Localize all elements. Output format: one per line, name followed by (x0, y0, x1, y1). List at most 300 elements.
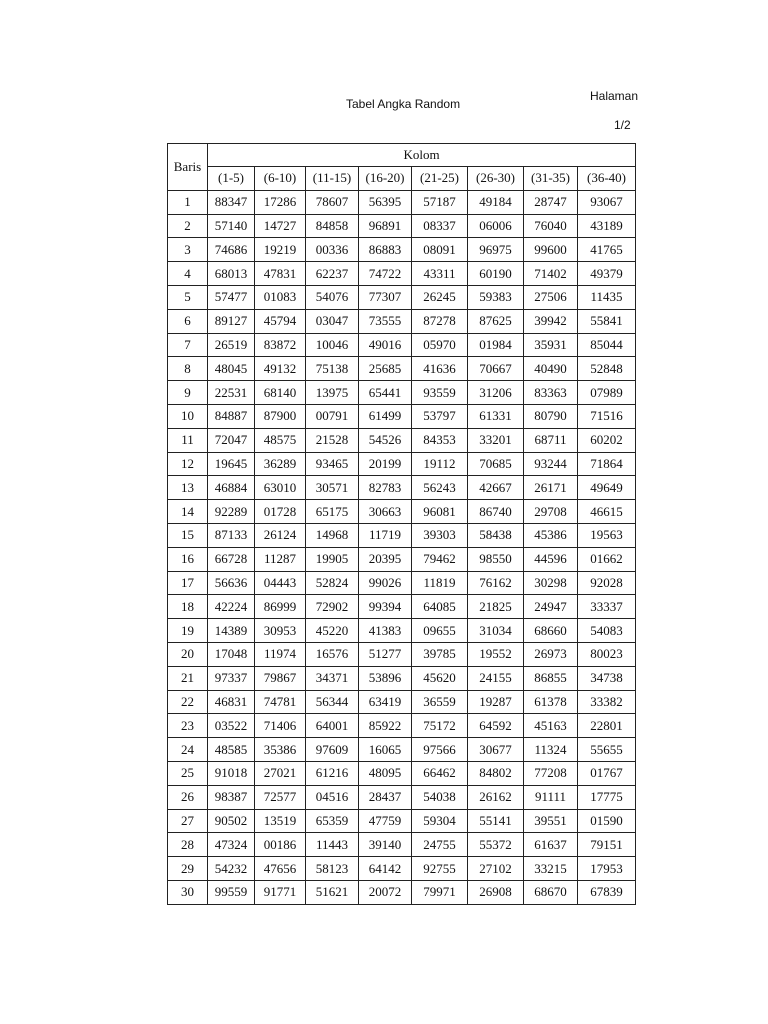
table-cell: 56636 (208, 571, 255, 595)
row-number-cell: 24 (168, 738, 208, 762)
table-cell: 60190 (468, 262, 524, 286)
table-cell: 34371 (306, 666, 359, 690)
table-cell: 17048 (208, 642, 255, 666)
table-cell: 33215 (524, 857, 578, 881)
table-cell: 79867 (255, 666, 306, 690)
table-cell: 26245 (412, 285, 468, 309)
table-row (168, 738, 636, 762)
table-cell: 27102 (468, 857, 524, 881)
table-cell: 61378 (524, 690, 578, 714)
table-cell: 58438 (468, 523, 524, 547)
table-cell: 41765 (578, 238, 636, 262)
table-cell: 04516 (306, 785, 359, 809)
row-number-cell: 23 (168, 714, 208, 738)
table-cell: 20199 (359, 452, 412, 476)
table-cell: 43189 (578, 214, 636, 238)
table-cell: 74686 (208, 238, 255, 262)
table-cell: 73555 (359, 309, 412, 333)
row-header-baris: Baris (168, 144, 208, 191)
table-row (168, 452, 636, 476)
table-cell: 55372 (468, 833, 524, 857)
table-cell: 64142 (359, 857, 412, 881)
table-cell: 68013 (208, 262, 255, 286)
table-row (168, 666, 636, 690)
table-row (168, 285, 636, 309)
table-cell: 41636 (412, 357, 468, 381)
row-number-cell: 1 (168, 190, 208, 214)
table-cell: 14389 (208, 619, 255, 643)
table-cell: 99600 (524, 238, 578, 262)
table-cell: 31034 (468, 619, 524, 643)
table-cell: 51621 (306, 880, 359, 904)
table-cell: 87133 (208, 523, 255, 547)
table-cell: 87278 (412, 309, 468, 333)
table-cell: 93067 (578, 190, 636, 214)
table-cell: 19905 (306, 547, 359, 571)
table-cell: 99559 (208, 880, 255, 904)
table-cell: 26908 (468, 880, 524, 904)
table-cell: 03047 (306, 309, 359, 333)
table-cell: 97566 (412, 738, 468, 762)
table-cell: 87900 (255, 404, 306, 428)
row-number-cell: 2 (168, 214, 208, 238)
table-cell: 30663 (359, 500, 412, 524)
table-cell: 57477 (208, 285, 255, 309)
table-cell: 47656 (255, 857, 306, 881)
table-cell: 30677 (468, 738, 524, 762)
table-cell: 60202 (578, 428, 636, 452)
table-cell: 98387 (208, 785, 255, 809)
row-number-cell: 28 (168, 833, 208, 857)
table-cell: 41383 (359, 619, 412, 643)
row-number-cell: 13 (168, 476, 208, 500)
table-cell: 42667 (468, 476, 524, 500)
column-header: (31-35) (524, 167, 578, 191)
table-cell: 39551 (524, 809, 578, 833)
table-cell: 39303 (412, 523, 468, 547)
table-cell: 72902 (306, 595, 359, 619)
table-cell: 36289 (255, 452, 306, 476)
table-cell: 49132 (255, 357, 306, 381)
row-number-cell: 11 (168, 428, 208, 452)
table-cell: 30571 (306, 476, 359, 500)
row-number-cell: 12 (168, 452, 208, 476)
column-header: (36-40) (578, 167, 636, 191)
table-cell: 30298 (524, 571, 578, 595)
column-header: (21-25) (412, 167, 468, 191)
table-cell: 79462 (412, 547, 468, 571)
table-cell: 74781 (255, 690, 306, 714)
table-cell: 66728 (208, 547, 255, 571)
table-cell: 14968 (306, 523, 359, 547)
table-row (168, 809, 636, 833)
row-number-cell: 17 (168, 571, 208, 595)
table-cell: 96081 (412, 500, 468, 524)
table-row (168, 190, 636, 214)
column-header: (1-5) (208, 167, 255, 191)
table-row (168, 262, 636, 286)
group-header-kolom: Kolom (208, 144, 636, 167)
table-row (168, 714, 636, 738)
row-number-cell: 8 (168, 357, 208, 381)
table-cell: 26519 (208, 333, 255, 357)
table-cell: 56243 (412, 476, 468, 500)
table-cell: 05970 (412, 333, 468, 357)
table-row (168, 381, 636, 405)
table-cell: 19563 (578, 523, 636, 547)
table-cell: 54083 (578, 619, 636, 643)
table-cell: 82783 (359, 476, 412, 500)
table-cell: 92755 (412, 857, 468, 881)
table-cell: 54076 (306, 285, 359, 309)
row-number-cell: 4 (168, 262, 208, 286)
table-cell: 35931 (524, 333, 578, 357)
row-number-cell: 6 (168, 309, 208, 333)
table-cell: 13975 (306, 381, 359, 405)
row-number-cell: 21 (168, 666, 208, 690)
table-cell: 33337 (578, 595, 636, 619)
row-number-cell: 18 (168, 595, 208, 619)
table-cell: 11974 (255, 642, 306, 666)
table-row (168, 238, 636, 262)
table-cell: 86740 (468, 500, 524, 524)
table-cell: 10046 (306, 333, 359, 357)
table-cell: 78607 (306, 190, 359, 214)
table-cell: 19112 (412, 452, 468, 476)
table-row (168, 428, 636, 452)
table-cell: 91018 (208, 761, 255, 785)
table-row (168, 547, 636, 571)
table-cell: 85044 (578, 333, 636, 357)
table-cell: 46615 (578, 500, 636, 524)
row-number-cell: 29 (168, 857, 208, 881)
table-cell: 59383 (468, 285, 524, 309)
table-cell: 35386 (255, 738, 306, 762)
table-cell: 24155 (468, 666, 524, 690)
table-cell: 77208 (524, 761, 578, 785)
table-cell: 72047 (208, 428, 255, 452)
table-cell: 48045 (208, 357, 255, 381)
table-cell: 53797 (412, 404, 468, 428)
table-cell: 93559 (412, 381, 468, 405)
table-row (168, 690, 636, 714)
table-cell: 56395 (359, 190, 412, 214)
document-title: Tabel Angka Random (346, 97, 461, 111)
row-number-cell: 3 (168, 238, 208, 262)
table-cell: 84887 (208, 404, 255, 428)
table-cell: 59304 (412, 809, 468, 833)
table-cell: 64001 (306, 714, 359, 738)
table-cell: 26162 (468, 785, 524, 809)
table-cell: 53896 (359, 666, 412, 690)
table-cell: 00186 (255, 833, 306, 857)
table-cell: 46831 (208, 690, 255, 714)
table-cell: 55841 (578, 309, 636, 333)
page-number: 1/2 (614, 118, 631, 132)
table-cell: 25685 (359, 357, 412, 381)
table-cell: 36559 (412, 690, 468, 714)
table-cell: 62237 (306, 262, 359, 286)
table-cell: 99394 (359, 595, 412, 619)
table-cell: 79151 (578, 833, 636, 857)
table-cell: 64085 (412, 595, 468, 619)
table-cell: 19645 (208, 452, 255, 476)
table-cell: 24755 (412, 833, 468, 857)
table-row (168, 309, 636, 333)
table-row (168, 595, 636, 619)
table-cell: 24947 (524, 595, 578, 619)
table-cell: 65359 (306, 809, 359, 833)
table-cell: 65175 (306, 500, 359, 524)
column-header: (11-15) (306, 167, 359, 191)
table-cell: 92289 (208, 500, 255, 524)
table-cell: 68711 (524, 428, 578, 452)
row-number-cell: 20 (168, 642, 208, 666)
table-cell: 86855 (524, 666, 578, 690)
table-cell: 71864 (578, 452, 636, 476)
row-number-cell: 14 (168, 500, 208, 524)
table-cell: 76162 (468, 571, 524, 595)
table-cell: 93244 (524, 452, 578, 476)
table-cell: 45220 (306, 619, 359, 643)
table-cell: 71516 (578, 404, 636, 428)
table-cell: 39942 (524, 309, 578, 333)
table-cell: 71402 (524, 262, 578, 286)
table-cell: 11719 (359, 523, 412, 547)
table-cell: 75172 (412, 714, 468, 738)
random-number-table (167, 143, 636, 905)
table-cell: 40490 (524, 357, 578, 381)
table-cell: 55655 (578, 738, 636, 762)
table-cell: 33382 (578, 690, 636, 714)
table-cell: 11287 (255, 547, 306, 571)
row-number-cell: 25 (168, 761, 208, 785)
table-cell: 30953 (255, 619, 306, 643)
table-body (168, 190, 636, 904)
table-cell: 48575 (255, 428, 306, 452)
table-cell: 61637 (524, 833, 578, 857)
row-number-cell: 16 (168, 547, 208, 571)
table-cell: 44596 (524, 547, 578, 571)
table-cell: 28437 (359, 785, 412, 809)
table-row (168, 214, 636, 238)
table-cell: 11819 (412, 571, 468, 595)
row-number-cell: 22 (168, 690, 208, 714)
table-cell: 63419 (359, 690, 412, 714)
table-row (168, 880, 636, 904)
table-cell: 47759 (359, 809, 412, 833)
table-cell: 19552 (468, 642, 524, 666)
table-cell: 68660 (524, 619, 578, 643)
table-cell: 00791 (306, 404, 359, 428)
row-number-cell: 26 (168, 785, 208, 809)
table-cell: 54232 (208, 857, 255, 881)
table-cell: 99026 (359, 571, 412, 595)
table-cell: 72577 (255, 785, 306, 809)
table-cell: 57187 (412, 190, 468, 214)
table-row (168, 619, 636, 643)
table-cell: 89127 (208, 309, 255, 333)
row-number-cell: 19 (168, 619, 208, 643)
table-cell: 43311 (412, 262, 468, 286)
table-cell: 01662 (578, 547, 636, 571)
table-cell: 97337 (208, 666, 255, 690)
table-cell: 84353 (412, 428, 468, 452)
table-cell: 47831 (255, 262, 306, 286)
table-cell: 16065 (359, 738, 412, 762)
table-cell: 45794 (255, 309, 306, 333)
column-header: (6-10) (255, 167, 306, 191)
table-cell: 76040 (524, 214, 578, 238)
table-cell: 20395 (359, 547, 412, 571)
table-cell: 42224 (208, 595, 255, 619)
table-cell: 01083 (255, 285, 306, 309)
table-cell: 31206 (468, 381, 524, 405)
table-row (168, 357, 636, 381)
table-header (168, 144, 636, 191)
table-cell: 27021 (255, 761, 306, 785)
row-number-cell: 10 (168, 404, 208, 428)
table-cell: 61499 (359, 404, 412, 428)
table-cell: 19219 (255, 238, 306, 262)
table-cell: 61331 (468, 404, 524, 428)
table-cell: 96975 (468, 238, 524, 262)
table-cell: 68670 (524, 880, 578, 904)
table-cell: 91111 (524, 785, 578, 809)
table-cell: 47324 (208, 833, 255, 857)
table-cell: 57140 (208, 214, 255, 238)
table-cell: 86883 (359, 238, 412, 262)
table-cell: 49184 (468, 190, 524, 214)
table-cell: 26171 (524, 476, 578, 500)
table-cell: 48095 (359, 761, 412, 785)
table-cell: 86999 (255, 595, 306, 619)
table-cell: 64592 (468, 714, 524, 738)
table-cell: 06006 (468, 214, 524, 238)
table-cell: 91771 (255, 880, 306, 904)
table-cell: 79971 (412, 880, 468, 904)
table-cell: 58123 (306, 857, 359, 881)
table-cell: 80023 (578, 642, 636, 666)
table-cell: 96891 (359, 214, 412, 238)
table-cell: 45163 (524, 714, 578, 738)
table-cell: 14727 (255, 214, 306, 238)
row-number-cell: 5 (168, 285, 208, 309)
table-row (168, 404, 636, 428)
table-cell: 88347 (208, 190, 255, 214)
table-row (168, 785, 636, 809)
table-cell: 39140 (359, 833, 412, 857)
table-row (168, 523, 636, 547)
table-cell: 01767 (578, 761, 636, 785)
table-cell: 01590 (578, 809, 636, 833)
table-cell: 16576 (306, 642, 359, 666)
table-cell: 51277 (359, 642, 412, 666)
table-cell: 17953 (578, 857, 636, 881)
table-cell: 11443 (306, 833, 359, 857)
table-cell: 49649 (578, 476, 636, 500)
page-label: Halaman (590, 89, 639, 103)
table-row (168, 476, 636, 500)
table-cell: 39785 (412, 642, 468, 666)
table-cell: 19287 (468, 690, 524, 714)
table-cell: 17286 (255, 190, 306, 214)
table-cell: 66462 (412, 761, 468, 785)
table-row (168, 761, 636, 785)
table-cell: 52824 (306, 571, 359, 595)
table-cell: 48585 (208, 738, 255, 762)
table-cell: 67839 (578, 880, 636, 904)
table-cell: 34738 (578, 666, 636, 690)
table-cell: 65441 (359, 381, 412, 405)
table-cell: 17775 (578, 785, 636, 809)
table-cell: 49379 (578, 262, 636, 286)
table-row (168, 333, 636, 357)
table-cell: 97609 (306, 738, 359, 762)
table-cell: 04443 (255, 571, 306, 595)
table-cell: 20072 (359, 880, 412, 904)
table-cell: 33201 (468, 428, 524, 452)
table-cell: 77307 (359, 285, 412, 309)
table-cell: 84802 (468, 761, 524, 785)
table-cell: 11324 (524, 738, 578, 762)
table-cell: 75138 (306, 357, 359, 381)
row-number-cell: 15 (168, 523, 208, 547)
table-cell: 26124 (255, 523, 306, 547)
table-row (168, 857, 636, 881)
table-cell: 28747 (524, 190, 578, 214)
table-cell: 00336 (306, 238, 359, 262)
table-cell: 01728 (255, 500, 306, 524)
table-cell: 22531 (208, 381, 255, 405)
table-cell: 92028 (578, 571, 636, 595)
column-header: (16-20) (359, 167, 412, 191)
table-cell: 45620 (412, 666, 468, 690)
table-cell: 80790 (524, 404, 578, 428)
table-cell: 21825 (468, 595, 524, 619)
table-cell: 09655 (412, 619, 468, 643)
table-cell: 83363 (524, 381, 578, 405)
table-cell: 54038 (412, 785, 468, 809)
table-cell: 13519 (255, 809, 306, 833)
table-cell: 03522 (208, 714, 255, 738)
table-row (168, 642, 636, 666)
table-cell: 70685 (468, 452, 524, 476)
row-number-cell: 7 (168, 333, 208, 357)
table-row (168, 833, 636, 857)
table-cell: 08337 (412, 214, 468, 238)
table-cell: 46884 (208, 476, 255, 500)
table-cell: 90502 (208, 809, 255, 833)
table-cell: 27506 (524, 285, 578, 309)
table-cell: 68140 (255, 381, 306, 405)
table-cell: 01984 (468, 333, 524, 357)
table-cell: 22801 (578, 714, 636, 738)
table-cell: 49016 (359, 333, 412, 357)
table-cell: 70667 (468, 357, 524, 381)
table-cell: 52848 (578, 357, 636, 381)
table-cell: 26973 (524, 642, 578, 666)
table-cell: 29708 (524, 500, 578, 524)
table-cell: 07989 (578, 381, 636, 405)
table-cell: 11435 (578, 285, 636, 309)
table-cell: 55141 (468, 809, 524, 833)
row-number-cell: 30 (168, 880, 208, 904)
table-cell: 84858 (306, 214, 359, 238)
table-cell: 61216 (306, 761, 359, 785)
table-cell: 21528 (306, 428, 359, 452)
row-number-cell: 27 (168, 809, 208, 833)
